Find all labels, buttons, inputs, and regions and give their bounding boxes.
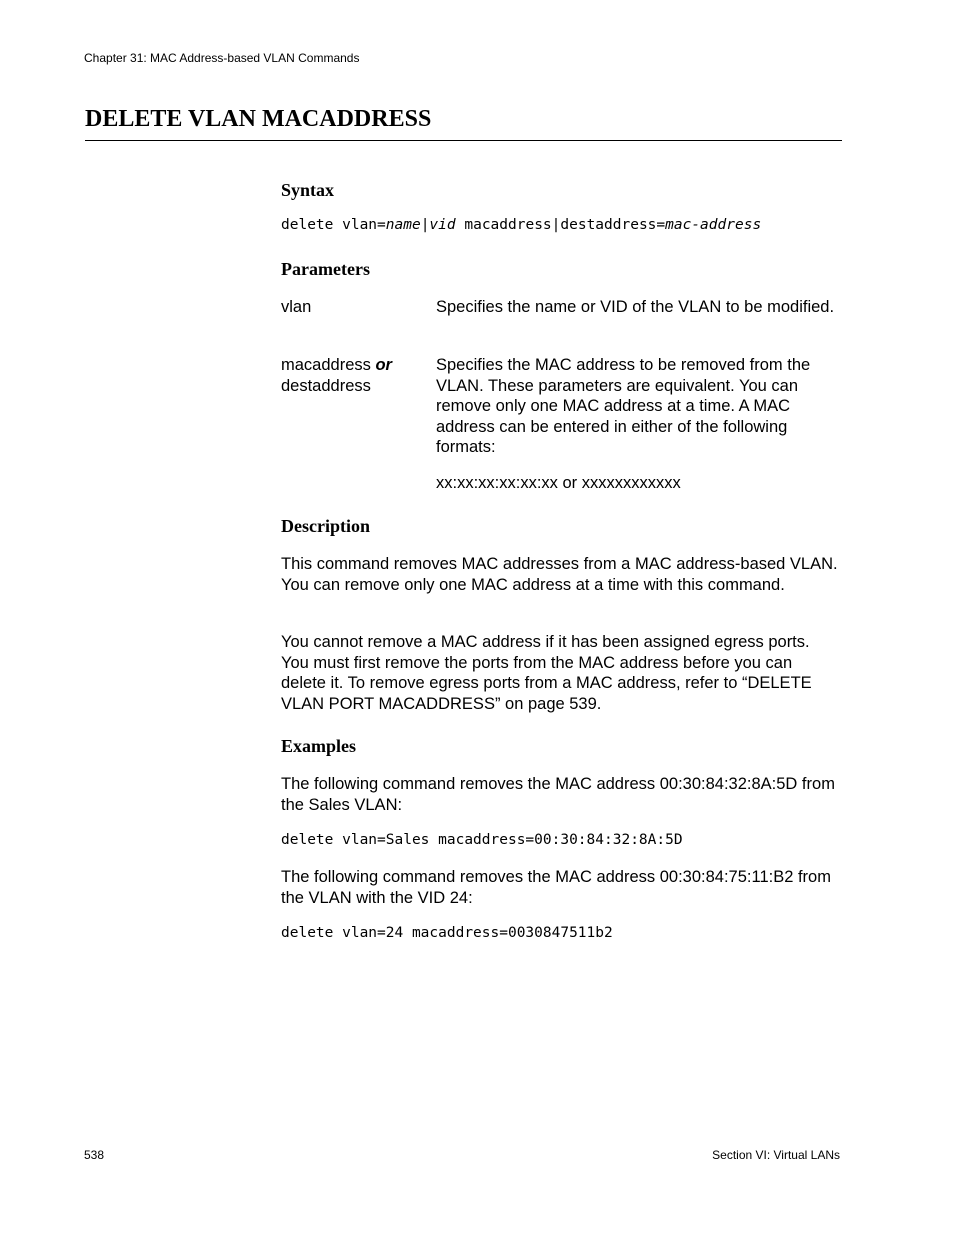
param-mac-or: or	[375, 356, 392, 374]
syntax-name: name	[385, 217, 421, 233]
page-title: DELETE VLAN MACADDRESS	[85, 106, 432, 132]
example-command-1: delete vlan=Sales macaddress=00:30:84:32:8A:5D	[281, 832, 683, 848]
syntax-part2: macaddress|destaddress=	[455, 217, 666, 233]
syntax-part1: delete vlan=	[281, 217, 386, 233]
chapter-header: Chapter 31: MAC Address-based VLAN Commands	[84, 51, 360, 65]
param-mac-name1: macaddress	[281, 356, 371, 374]
section-footer: Section VI: Virtual LANs	[712, 1148, 840, 1162]
description-heading: Description	[281, 516, 370, 536]
example-paragraph-1: The following command removes the MAC address 00:30:84:32:8A:5D from the Sales VLAN:	[281, 775, 835, 814]
syntax-vid: vid	[429, 217, 456, 233]
example-command-2: delete vlan=24 macaddress=0030847511b2	[281, 925, 613, 941]
param-vlan-desc: Specifies the name or VID of the VLAN to be modified.	[436, 298, 835, 316]
page-number: 538	[84, 1148, 105, 1162]
title-rule	[85, 140, 842, 141]
syntax-sep: |	[420, 217, 430, 233]
param-mac-desc: Specifies the MAC address to be removed from the VLAN. These parameters are equivalent. You can remove only one MAC address at a time. A MAC address can be entered in either of the following formats:	[436, 356, 811, 456]
param-vlan-name: vlan	[281, 298, 312, 316]
param-mac-formats: xx:xx:xx:xx:xx:xx or xxxxxxxxxxxx	[436, 474, 681, 492]
example-paragraph-2: The following command removes the MAC address 00:30:84:75:11:B2 from the VLAN with the VID 24:	[281, 868, 831, 907]
syntax-mac: mac-address	[665, 217, 762, 233]
syntax-line	[281, 217, 761, 233]
syntax-heading: Syntax	[281, 180, 335, 200]
examples-heading: Examples	[281, 736, 357, 756]
param-mac-name	[281, 355, 431, 396]
description-paragraph-1: This command removes MAC addresses from a MAC address-based VLAN. You can remove only one MAC address at a time with this command.	[281, 555, 838, 594]
param-mac-name2: destaddress	[281, 376, 371, 395]
parameters-heading: Parameters	[281, 259, 370, 279]
description-paragraph-2: You cannot remove a MAC address if it has been assigned egress ports. You must first remove the ports from the MAC address before you can delete it. To remove egress ports from a MAC address, refer to “DELETE VLAN PORT MACADDRESS” on page 539.	[281, 633, 812, 713]
